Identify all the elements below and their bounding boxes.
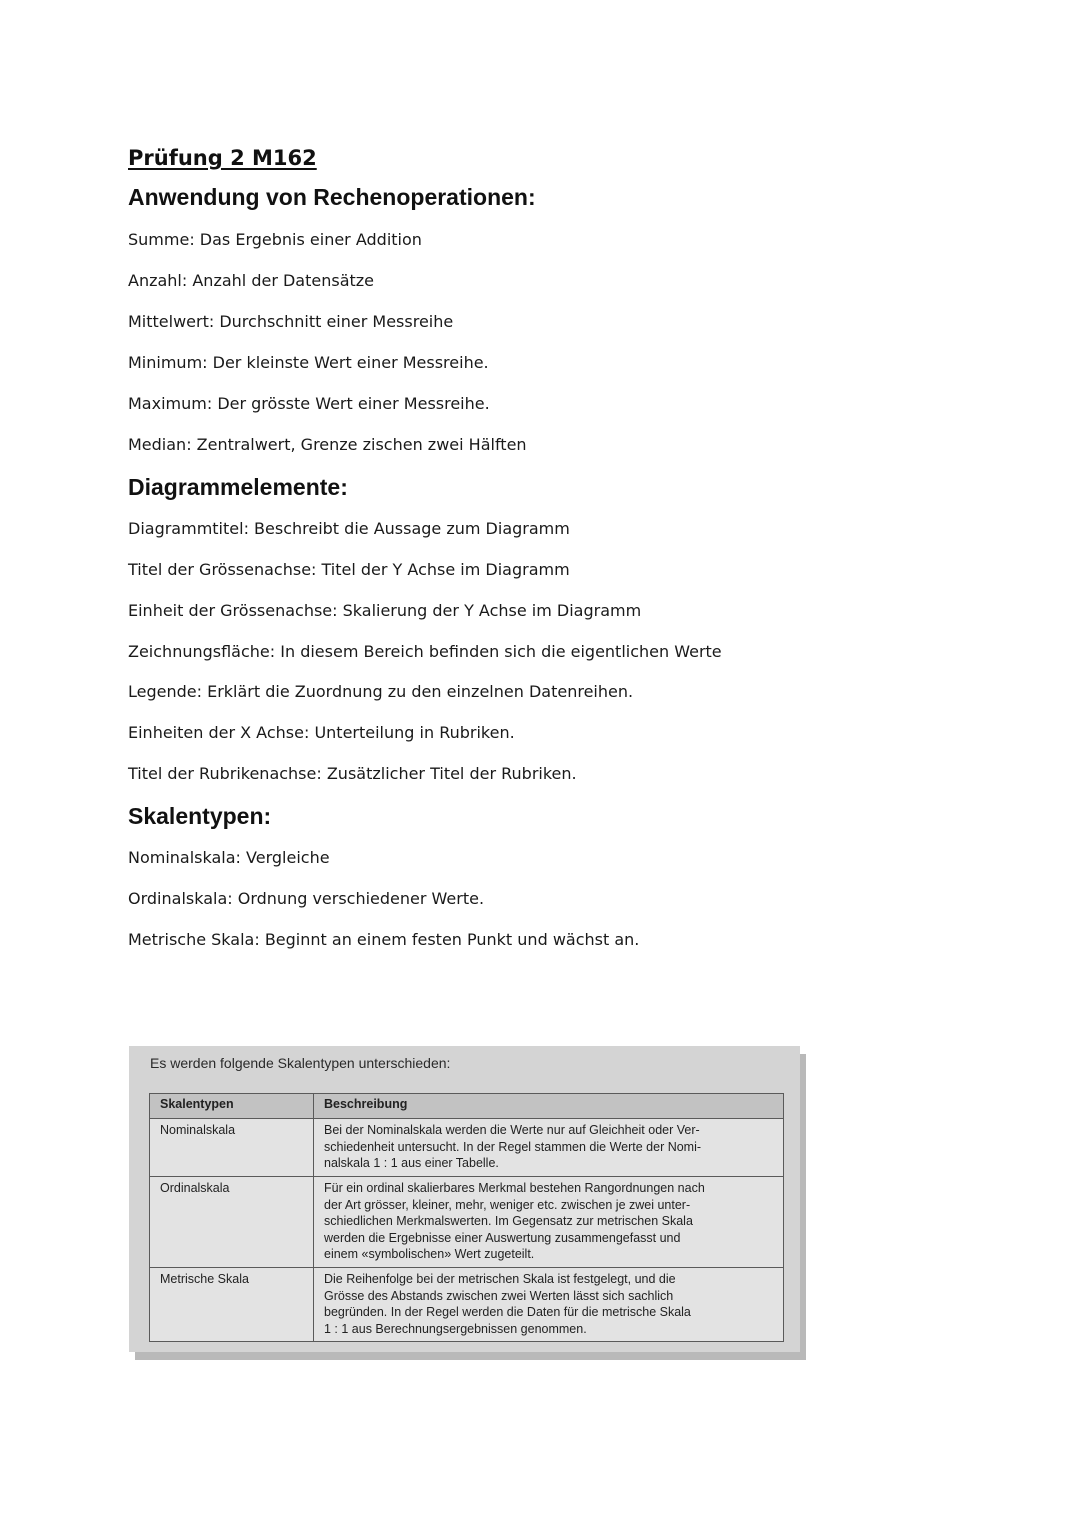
table-row — [150, 1177, 784, 1268]
definition-line: Einheit der Grössenachse: Skalierung der Y Achse im Diagramm — [128, 601, 642, 620]
description-cell — [314, 1268, 784, 1342]
definition-line: Einheiten der X Achse: Unterteilung in Rubriken. — [128, 723, 515, 742]
scale-type-cell: Ordinalskala — [150, 1177, 314, 1268]
scale-type-cell: Nominalskala — [150, 1119, 314, 1177]
definition-line: Diagrammtitel: Beschreibt die Aussage zum Diagramm — [128, 519, 570, 538]
column-header-beschreibung: Beschreibung — [314, 1094, 784, 1119]
description-cell — [314, 1177, 784, 1268]
description-line: begründen. In der Regel werden die Daten für die metrische Skala — [324, 1305, 691, 1319]
definition-line: Zeichnungsfläche: In diesem Bereich befinden sich die eigentlichen Werte — [128, 642, 722, 661]
section-heading-rechenoperationen: Anwendung von Rechenoperationen: — [128, 184, 536, 210]
table-header-row — [150, 1094, 784, 1119]
description-line: Die Reihenfolge bei der metrischen Skala ist festgelegt, und die — [324, 1272, 676, 1286]
definition-line: Summe: Das Ergebnis einer Addition — [128, 230, 422, 249]
scanned-scale-table-figure — [129, 1046, 800, 1352]
definition-line: Ordinalskala: Ordnung verschiedener Werte. — [128, 889, 485, 908]
scale-type-cell: Metrische Skala — [150, 1268, 314, 1342]
definition-line: Legende: Erklärt die Zuordnung zu den einzelnen Datenreihen. — [128, 682, 634, 701]
description-line: Bei der Nominalskala werden die Werte nur auf Gleichheit oder Ver- — [324, 1123, 700, 1137]
scan-intro-text: Es werden folgende Skalentypen unterschieden: — [150, 1055, 451, 1071]
definition-line: Median: Zentralwert, Grenze zischen zwei Hälften — [128, 435, 527, 454]
table-row — [150, 1268, 784, 1342]
column-header-skalentypen: Skalentypen — [150, 1094, 314, 1119]
definition-line: Titel der Grössenachse: Titel der Y Achse im Diagramm — [128, 560, 570, 579]
definition-line: Mittelwert: Durchschnitt einer Messreihe — [128, 312, 454, 331]
section-heading-diagrammelemente: Diagrammelemente: — [128, 474, 348, 500]
definition-line: Anzahl: Anzahl der Datensätze — [128, 271, 375, 290]
description-line: schiedenheit untersucht. In der Regel stammen die Werte der Nomi- — [324, 1139, 702, 1154]
table-row — [150, 1119, 784, 1177]
description-line: der Art grösser, kleiner, mehr, weniger etc. zwischen je zwei unter- — [324, 1197, 691, 1212]
description-line: 1 : 1 aus Berechnungsergebnissen genommen. — [324, 1321, 587, 1336]
description-line: schiedlichen Merkmalswerten. Im Gegensatz zur metrischen Skala — [324, 1214, 693, 1228]
description-cell — [314, 1119, 784, 1177]
description-line: einem «symbolischen» Wert zugeteilt. — [324, 1247, 535, 1261]
description-line: Grösse des Abstands zwischen zwei Werten lässt sich sachlich — [324, 1288, 674, 1303]
definition-line: Nominalskala: Vergleiche — [128, 848, 330, 867]
definition-line: Minimum: Der kleinste Wert einer Messreihe. — [128, 353, 489, 372]
section-heading-skalentypen: Skalentypen: — [128, 803, 272, 829]
definition-line: Titel der Rubrikenachse: Zusätzlicher Titel der Rubriken. — [128, 764, 577, 783]
description-line: Für ein ordinal skalierbares Merkmal bestehen Rangordnungen nach — [324, 1181, 705, 1195]
definition-line: Maximum: Der grösste Wert einer Messreihe. — [128, 394, 490, 413]
definition-line: Metrische Skala: Beginnt an einem festen Punkt und wächst an. — [128, 930, 640, 949]
description-line: werden die Ergebnisse einer Auswertung zusammengefasst und — [324, 1230, 681, 1245]
document-title: Prüfung 2 M162 — [128, 146, 317, 170]
description-line: nalskala 1 : 1 aus einer Tabelle. — [324, 1156, 499, 1170]
scale-types-table — [149, 1093, 784, 1342]
